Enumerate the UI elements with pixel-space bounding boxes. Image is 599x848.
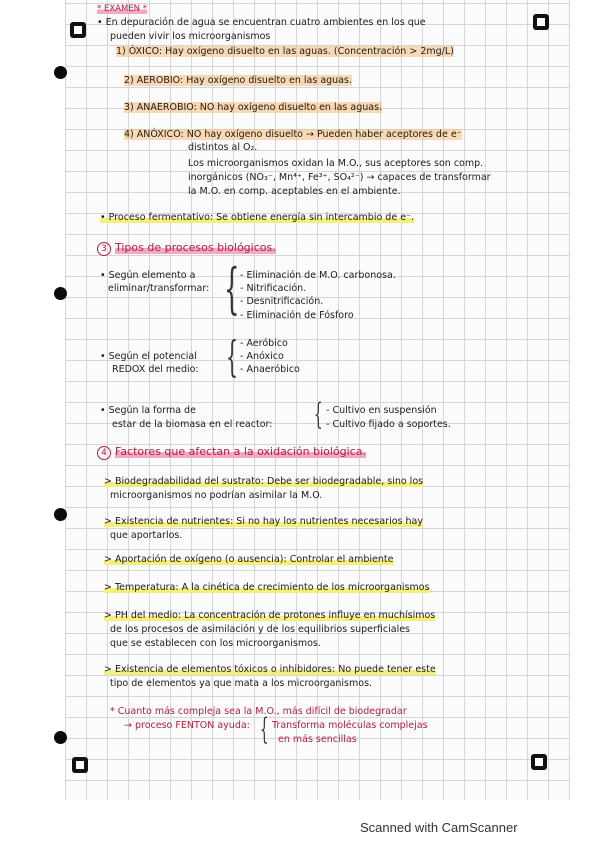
note-line: * Cuanto más compleja sea la M.O., más difícil de biodegradar (110, 706, 407, 717)
note-line: - Anaeróbico (240, 364, 300, 375)
factor-line: > Existencia de nutrientes: Si no hay los nutrientes necesarios hay (104, 516, 423, 527)
note-line: - Anóxico (240, 351, 284, 362)
corner-marker-icon (70, 22, 86, 38)
section-title: Factores que afectan a la oxidación biológica. (115, 445, 366, 458)
note-line (104, 476, 423, 488)
note-line (124, 75, 352, 87)
aerobio-definition: 2) AEROBIO: Hay oxígeno disuelto en las aguas. (124, 75, 352, 86)
corner-marker-icon (72, 757, 88, 773)
factor-line: > Biodegradabilidad del sustrato: Debe ser biodegradable, sino los (104, 476, 424, 487)
note-line (124, 102, 382, 114)
note-line: que aportarlos. (110, 530, 183, 541)
curly-brace: { (224, 257, 240, 320)
anoxico-definition: 4) ANÓXICO: NO hay oxígeno disuelto → Pueden haber aceptores de e⁻ (124, 129, 462, 140)
note-line: inorgánicos (NO₃⁻, Mn⁴⁺, Fe³⁺, SO₄²⁻) → capaces de transformar (188, 172, 491, 183)
note-line: distintos al O₂. (188, 142, 258, 153)
note-line: • En depuración de agua se encuentran cuatro ambientes en los que (97, 17, 426, 28)
factor-line: > Temperatura: A la cinética de crecimiento de los microorganismos (104, 582, 430, 593)
corner-marker-icon (533, 14, 549, 30)
note-line: - Eliminación de M.O. carbonosa. (240, 270, 396, 281)
note-line (116, 46, 454, 58)
note-line: de los procesos de asimilación y de los equilibrios superficiales (110, 624, 411, 635)
note-line (104, 582, 430, 594)
note-line (100, 212, 414, 224)
binder-hole (54, 66, 67, 79)
note-line (124, 129, 462, 141)
note-line: - Cultivo fijado a soportes. (326, 419, 451, 430)
binder-hole (54, 508, 67, 521)
scanner-watermark: Scanned with CamScanner (360, 820, 518, 835)
binder-hole (54, 731, 67, 744)
anaerobio-definition: 3) ANAEROBIO: NO hay oxígeno disuelto en las aguas. (124, 102, 383, 113)
note-line (104, 610, 435, 622)
section-heading (97, 242, 276, 256)
binder-hole (54, 287, 67, 300)
exam-tag (97, 3, 147, 15)
note-line: - Cultivo en suspensión (326, 405, 437, 416)
note-line: Los microorganismos oxidan la M.O., sus aceptores son comp. (188, 158, 484, 169)
note-line: - Aeróbico (240, 338, 288, 349)
section-title: Tipos de procesos biológicos. (115, 241, 276, 254)
section-number: 4 (97, 446, 111, 460)
note-line (104, 516, 423, 528)
note-line: en más sencillas (278, 734, 357, 745)
fermentative-process: • Proceso fermentativo: Se obtiene energía sin intercambio de e⁻. (100, 212, 415, 223)
note-line: microorganismos no podrían asimilar la M.O. (110, 490, 323, 501)
note-line: la M.O. en comp. aceptables en el ambiente. (188, 186, 401, 197)
curly-brace: { (314, 397, 323, 432)
note-line: REDOX del medio: (112, 364, 199, 375)
note-line: tipo de elementos ya que mata a los microorganismos. (110, 678, 373, 689)
factor-line: > Existencia de elementos tóxicos o inhibidores: No puede tener este (104, 664, 436, 675)
note-line: * EXAMEN * (97, 4, 147, 14)
curly-brace: { (226, 332, 239, 381)
note-line: pueden vivir los microorganismos (110, 31, 271, 42)
note-line: • Según la forma de (100, 405, 196, 416)
section-heading (97, 446, 366, 460)
curly-brace: { (260, 712, 269, 747)
note-line: Transforma moléculas complejas (272, 720, 428, 731)
note-line: eliminar/transformar: (108, 283, 210, 294)
oxico-definition: 1) ÓXICO: Hay oxígeno disuelto en las aguas. (Concentración > 2mg/L) (116, 46, 454, 57)
corner-marker-icon (531, 754, 547, 770)
section-number: 3 (97, 242, 111, 256)
note-line: - Desnitrificación. (240, 296, 324, 307)
note-line: • Según elemento a (100, 270, 196, 281)
factor-line: > Aportación de oxígeno (o ausencia): Controlar el ambiente (104, 554, 394, 565)
note-line: - Eliminación de Fósforo (240, 310, 354, 321)
note-line: - Nitrificación. (240, 283, 307, 294)
note-line: estar de la biomasa en el reactor: (112, 419, 273, 430)
note-line: que se establecen con los microorganismos. (110, 638, 321, 649)
note-line: → proceso FENTON ayuda: (124, 720, 250, 731)
factor-line: > PH del medio: La concentración de protones influye en muchísimos (104, 610, 436, 621)
note-line (104, 554, 393, 566)
note-line: • Según el potencial (100, 351, 197, 362)
note-line (104, 664, 436, 676)
